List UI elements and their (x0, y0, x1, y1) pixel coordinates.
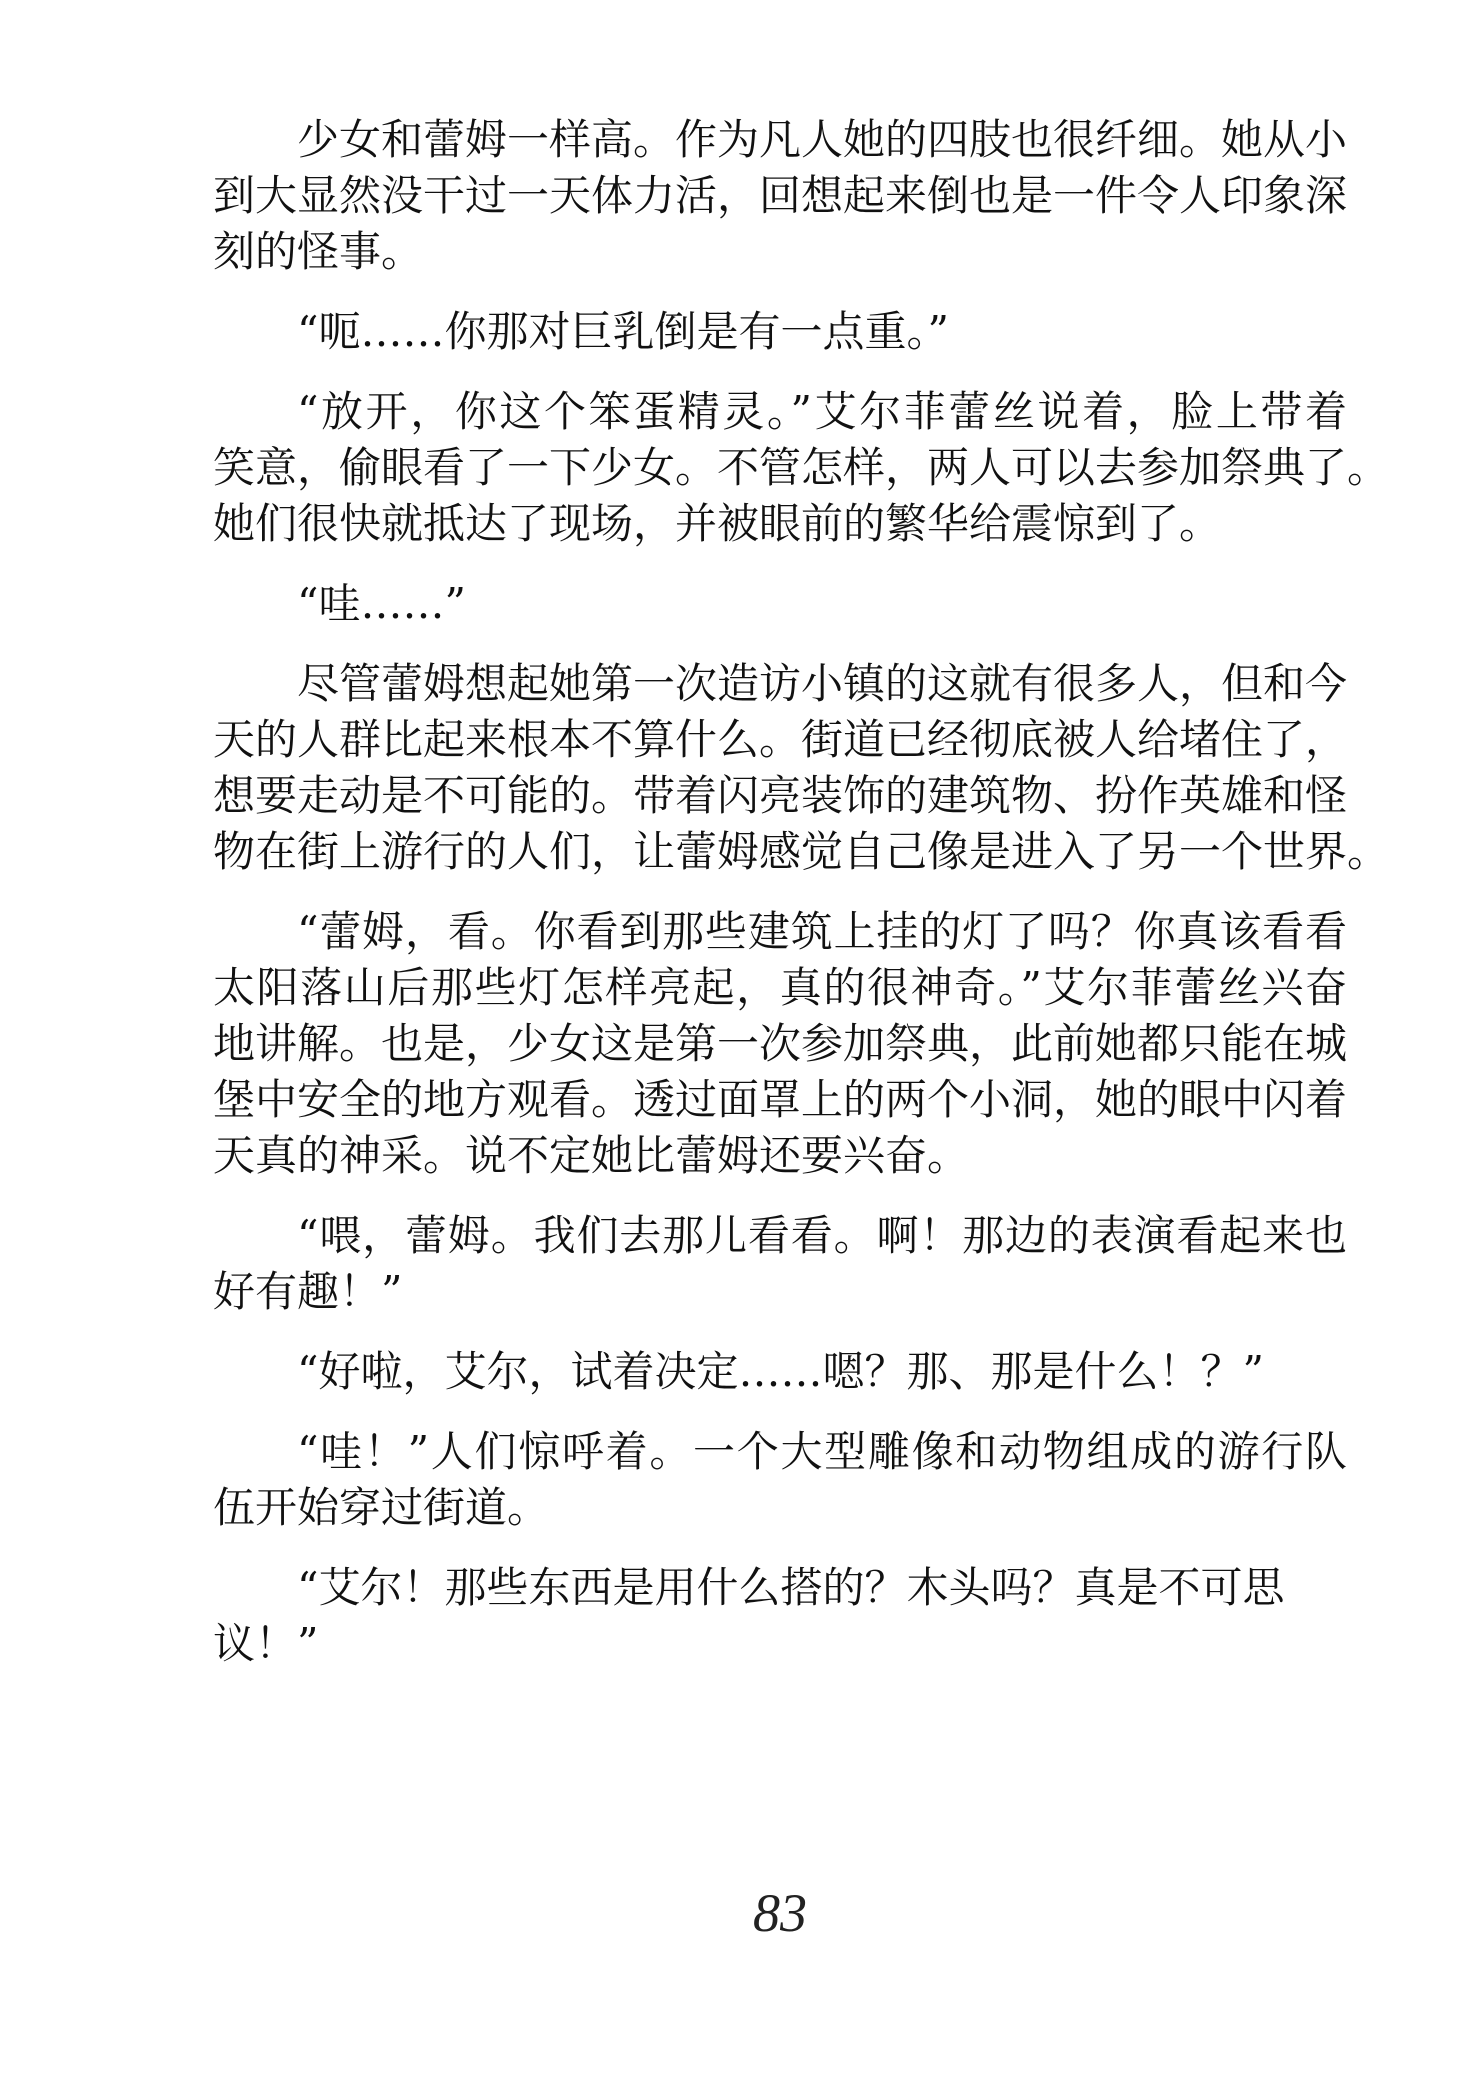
paragraph (213, 1208, 1347, 1320)
text-line: “喂，蕾姆。我们去那儿看看。啊！那边的表演看起来也 (297, 1211, 1347, 1260)
text-line: “呃……你那对巨乳倒是有一点重。” (297, 307, 949, 356)
body-text (213, 112, 1390, 1696)
text-line: 到大显然没干过一天体力活，回想起来倒也是一件令人印象深 (213, 171, 1348, 220)
text-line: 她们很快就抵达了现场，并被眼前的繁华给震惊到了。 (213, 499, 1222, 548)
text-line: 天真的神采。说不定她比蕾姆还要兴奋。 (213, 1131, 970, 1180)
text-line: 堡中安全的地方观看。透过面罩上的两个小洞，她的眼中闪着 (213, 1075, 1348, 1124)
page-number: 83 (753, 1883, 807, 1943)
text-line: 地讲解。也是，少女这是第一次参加祭典，此前她都只能在城 (213, 1019, 1348, 1068)
paragraph (213, 384, 1390, 552)
text-line: 刻的怪事。 (213, 227, 424, 276)
text-line: 伍开始穿过街道。 (213, 1483, 550, 1532)
text-line: 想要走动是不可能的。带着闪亮装饰的建筑物、扮作英雄和怪 (213, 771, 1348, 820)
paragraph (213, 656, 1390, 880)
paragraph (213, 576, 1347, 632)
text-line: “哇……” (297, 579, 466, 628)
paragraph (213, 112, 1347, 280)
text-line: 物在街上游行的人们，让蕾姆感觉自己像是进入了另一个世界。 (213, 827, 1390, 876)
text-line: “放开，你这个笨蛋精灵。”艾尔菲蕾丝说着，脸上带着 (297, 387, 1347, 436)
paragraph (213, 1344, 1347, 1400)
text-line: 议！” (213, 1619, 319, 1668)
text-line: “蕾姆，看。你看到那些建筑上挂的灯了吗？你真该看看 (297, 907, 1347, 956)
text-line: 尽管蕾姆想起她第一次造访小镇的这就有很多人，但和今 (297, 659, 1348, 708)
text-line: “哇！”人们惊呼着。一个大型雕像和动物组成的游行队 (297, 1427, 1347, 1476)
text-line: “好啦，艾尔，试着决定……嗯？那、那是什么！？” (297, 1347, 1264, 1396)
text-line: 好有趣！” (213, 1267, 403, 1316)
paragraph (213, 904, 1347, 1184)
paragraph (213, 1560, 1347, 1672)
paragraph (213, 304, 1347, 360)
text-line: 天的人群比起来根本不算什么。街道已经彻底被人给堵住了， (213, 715, 1348, 764)
text-line: 少女和蕾姆一样高。作为凡人她的四肢也很纤细。她从小 (297, 115, 1348, 164)
text-line: 笑意，偷眼看了一下少女。不管怎样，两人可以去参加祭典了。 (213, 443, 1390, 492)
text-line: 太阳落山后那些灯怎样亮起，真的很神奇。”艾尔菲蕾丝兴奋 (213, 963, 1347, 1012)
text-line: “艾尔！那些东西是用什么搭的？木头吗？真是不可思 (297, 1563, 1285, 1612)
paragraph (213, 1424, 1347, 1536)
